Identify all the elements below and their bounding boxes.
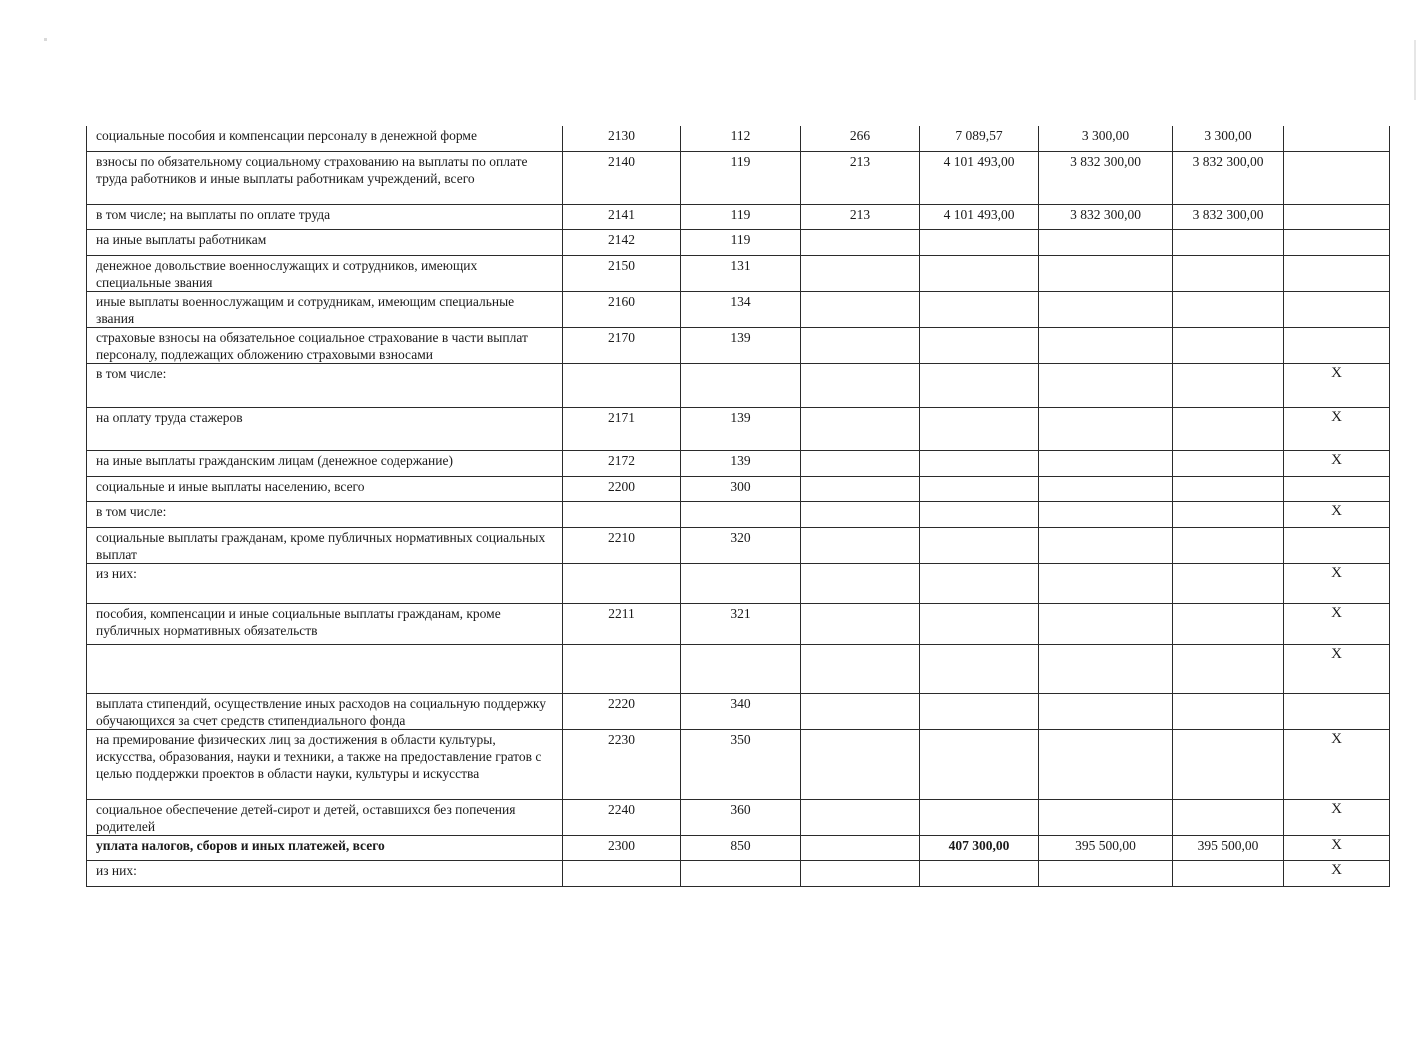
kbk-code — [681, 563, 801, 603]
amount-year-1 — [920, 693, 1039, 729]
line-code: 2300 — [563, 835, 681, 860]
kbk-code: 131 — [681, 255, 801, 291]
row-name: на оплату труда стажеров — [87, 407, 563, 450]
line-code: 2140 — [563, 151, 681, 204]
line-code: 2142 — [563, 229, 681, 255]
amount-year-3 — [1173, 363, 1284, 407]
line-code — [563, 363, 681, 407]
line-code: 2160 — [563, 291, 681, 327]
amount-year-1 — [920, 363, 1039, 407]
row-name: на иные выплаты гражданским лицам (денежное содержание) — [87, 450, 563, 476]
row-name: пособия, компенсации и иные социальные выплаты гражданам, кроме публичных нормативных обязательств — [87, 603, 563, 644]
amount-year-2 — [1039, 363, 1173, 407]
extra-column — [1284, 527, 1390, 563]
kosgu-code — [801, 644, 920, 693]
amount-year-1 — [920, 563, 1039, 603]
amount-year-1 — [920, 729, 1039, 799]
table-row — [87, 527, 1390, 563]
amount-year-3 — [1173, 527, 1284, 563]
amount-year-2 — [1039, 860, 1173, 886]
kosgu-code — [801, 407, 920, 450]
amount-year-3 — [1173, 729, 1284, 799]
extra-column: X — [1284, 799, 1390, 835]
extra-column: X — [1284, 644, 1390, 693]
table-row — [87, 799, 1390, 835]
amount-year-1 — [920, 476, 1039, 501]
extra-column: X — [1284, 501, 1390, 527]
table-row — [87, 563, 1390, 603]
kosgu-code — [801, 501, 920, 527]
amount-year-2 — [1039, 501, 1173, 527]
table-row — [87, 860, 1390, 886]
extra-column: X — [1284, 603, 1390, 644]
extra-column: X — [1284, 835, 1390, 860]
amount-year-1 — [920, 527, 1039, 563]
amount-year-1 — [920, 799, 1039, 835]
kbk-code: 300 — [681, 476, 801, 501]
row-name: в том числе; на выплаты по оплате труда — [87, 204, 563, 229]
amount-year-2: 3 832 300,00 — [1039, 151, 1173, 204]
amount-year-1: 4 101 493,00 — [920, 151, 1039, 204]
kbk-code: 119 — [681, 204, 801, 229]
amount-year-1 — [920, 603, 1039, 644]
row-name: взносы по обязательному социальному страхованию на выплаты по оплате труда работников и иные выплаты работникам учреждений, всего — [87, 151, 563, 204]
line-code — [563, 860, 681, 886]
line-code: 2170 — [563, 327, 681, 363]
amount-year-2 — [1039, 327, 1173, 363]
amount-year-1 — [920, 450, 1039, 476]
table-row — [87, 204, 1390, 229]
line-code: 2210 — [563, 527, 681, 563]
amount-year-2 — [1039, 407, 1173, 450]
amount-year-2 — [1039, 476, 1173, 501]
line-code — [563, 563, 681, 603]
row-name: иные выплаты военнослужащим и сотрудникам, имеющим специальные звания — [87, 291, 563, 327]
table-row — [87, 450, 1390, 476]
kbk-code: 350 — [681, 729, 801, 799]
kosgu-code — [801, 603, 920, 644]
amount-year-3 — [1173, 799, 1284, 835]
table-row — [87, 729, 1390, 799]
row-name: социальное обеспечение детей-сирот и детей, оставшихся без попечения родителей — [87, 799, 563, 835]
amount-year-3 — [1173, 255, 1284, 291]
row-name: из них: — [87, 860, 563, 886]
line-code: 2211 — [563, 603, 681, 644]
extra-column — [1284, 126, 1390, 151]
row-name: социальные пособия и компенсации персоналу в денежной форме — [87, 126, 563, 151]
kosgu-code — [801, 729, 920, 799]
row-name — [87, 644, 563, 693]
table-row — [87, 291, 1390, 327]
kosgu-code — [801, 835, 920, 860]
kosgu-code — [801, 527, 920, 563]
table-row — [87, 644, 1390, 693]
amount-year-2 — [1039, 799, 1173, 835]
amount-year-1 — [920, 501, 1039, 527]
extra-column — [1284, 151, 1390, 204]
kbk-code: 360 — [681, 799, 801, 835]
table-row — [87, 603, 1390, 644]
line-code: 2230 — [563, 729, 681, 799]
kosgu-code — [801, 327, 920, 363]
amount-year-2: 3 832 300,00 — [1039, 204, 1173, 229]
kosgu-code — [801, 799, 920, 835]
row-name: социальные и иные выплаты населению, всего — [87, 476, 563, 501]
table-row — [87, 327, 1390, 363]
line-code — [563, 644, 681, 693]
table-row — [87, 501, 1390, 527]
extra-column: X — [1284, 363, 1390, 407]
extra-column — [1284, 291, 1390, 327]
kbk-code: 139 — [681, 407, 801, 450]
kbk-code: 139 — [681, 450, 801, 476]
kbk-code — [681, 644, 801, 693]
extra-column: X — [1284, 407, 1390, 450]
kbk-code: 139 — [681, 327, 801, 363]
amount-year-3 — [1173, 693, 1284, 729]
amount-year-1 — [920, 255, 1039, 291]
amount-year-3 — [1173, 860, 1284, 886]
extra-column: X — [1284, 729, 1390, 799]
amount-year-2 — [1039, 291, 1173, 327]
kbk-code: 119 — [681, 151, 801, 204]
amount-year-2 — [1039, 644, 1173, 693]
kbk-code: 340 — [681, 693, 801, 729]
amount-year-3 — [1173, 501, 1284, 527]
amount-year-1 — [920, 644, 1039, 693]
row-name: социальные выплаты гражданам, кроме публичных нормативных социальных выплат — [87, 527, 563, 563]
kosgu-code — [801, 563, 920, 603]
amount-year-1 — [920, 327, 1039, 363]
amount-year-2 — [1039, 229, 1173, 255]
kosgu-code — [801, 363, 920, 407]
table-row — [87, 476, 1390, 501]
row-name: на иные выплаты работникам — [87, 229, 563, 255]
line-code: 2150 — [563, 255, 681, 291]
amount-year-1: 7 089,57 — [920, 126, 1039, 151]
amount-year-3: 3 300,00 — [1173, 126, 1284, 151]
kosgu-code — [801, 450, 920, 476]
extra-column — [1284, 255, 1390, 291]
amount-year-1 — [920, 291, 1039, 327]
amount-year-3 — [1173, 476, 1284, 501]
kosgu-code — [801, 291, 920, 327]
row-name: на премирование физических лиц за достижения в области культуры, искусства, образования, науки и техники, а также на предоставление гратов с целью поддержки проектов в области науки, культуры и искусства — [87, 729, 563, 799]
kbk-code — [681, 363, 801, 407]
amount-year-2 — [1039, 603, 1173, 644]
amount-year-3 — [1173, 563, 1284, 603]
amount-year-3: 3 832 300,00 — [1173, 204, 1284, 229]
kosgu-code: 266 — [801, 126, 920, 151]
table-row — [87, 229, 1390, 255]
amount-year-2: 395 500,00 — [1039, 835, 1173, 860]
amount-year-2 — [1039, 450, 1173, 476]
kbk-code: 320 — [681, 527, 801, 563]
table-row — [87, 363, 1390, 407]
amount-year-3 — [1173, 603, 1284, 644]
extra-column: X — [1284, 860, 1390, 886]
kbk-code: 134 — [681, 291, 801, 327]
row-name: уплата налогов, сборов и иных платежей, всего — [87, 835, 563, 860]
amount-year-1 — [920, 860, 1039, 886]
kbk-code: 112 — [681, 126, 801, 151]
table-row — [87, 126, 1390, 151]
amount-year-2 — [1039, 563, 1173, 603]
scan-artifact — [1414, 40, 1416, 100]
kosgu-code: 213 — [801, 151, 920, 204]
amount-year-3 — [1173, 327, 1284, 363]
extra-column: X — [1284, 563, 1390, 603]
row-name: страховые взносы на обязательное социальное страхование в части выплат персоналу, подлежащих обложению страховыми взносами — [87, 327, 563, 363]
amount-year-2 — [1039, 693, 1173, 729]
amount-year-2 — [1039, 255, 1173, 291]
amount-year-1 — [920, 229, 1039, 255]
kosgu-code — [801, 860, 920, 886]
kbk-code: 321 — [681, 603, 801, 644]
extra-column — [1284, 204, 1390, 229]
table-row — [87, 835, 1390, 860]
line-code: 2171 — [563, 407, 681, 450]
extra-column — [1284, 327, 1390, 363]
line-code: 2141 — [563, 204, 681, 229]
extra-column — [1284, 693, 1390, 729]
amount-year-2 — [1039, 527, 1173, 563]
table-row — [87, 407, 1390, 450]
kosgu-code — [801, 255, 920, 291]
row-name: в том числе: — [87, 363, 563, 407]
line-code: 2200 — [563, 476, 681, 501]
table-row — [87, 255, 1390, 291]
amount-year-2 — [1039, 729, 1173, 799]
amount-year-3 — [1173, 450, 1284, 476]
scan-artifact — [44, 38, 47, 41]
amount-year-1 — [920, 407, 1039, 450]
row-name: из них: — [87, 563, 563, 603]
amount-year-3: 3 832 300,00 — [1173, 151, 1284, 204]
amount-year-3 — [1173, 229, 1284, 255]
line-code: 2172 — [563, 450, 681, 476]
row-name: денежное довольствие военнослужащих и сотрудников, имеющих специальные звания — [87, 255, 563, 291]
kbk-code — [681, 860, 801, 886]
amount-year-3 — [1173, 407, 1284, 450]
table-row — [87, 151, 1390, 204]
extra-column: X — [1284, 450, 1390, 476]
table-row — [87, 693, 1390, 729]
amount-year-3 — [1173, 644, 1284, 693]
line-code: 2240 — [563, 799, 681, 835]
extra-column — [1284, 229, 1390, 255]
amount-year-1: 4 101 493,00 — [920, 204, 1039, 229]
budget-table — [86, 126, 1390, 887]
amount-year-2: 3 300,00 — [1039, 126, 1173, 151]
amount-year-1: 407 300,00 — [920, 835, 1039, 860]
kosgu-code — [801, 476, 920, 501]
line-code: 2130 — [563, 126, 681, 151]
kbk-code — [681, 501, 801, 527]
kosgu-code — [801, 229, 920, 255]
amount-year-3 — [1173, 291, 1284, 327]
kosgu-code: 213 — [801, 204, 920, 229]
kosgu-code — [801, 693, 920, 729]
row-name: выплата стипендий, осуществление иных расходов на социальную поддержку обучающихся за счет средств стипендиального фонда — [87, 693, 563, 729]
kbk-code: 850 — [681, 835, 801, 860]
kbk-code: 119 — [681, 229, 801, 255]
row-name: в том числе: — [87, 501, 563, 527]
amount-year-3: 395 500,00 — [1173, 835, 1284, 860]
extra-column — [1284, 476, 1390, 501]
line-code: 2220 — [563, 693, 681, 729]
line-code — [563, 501, 681, 527]
